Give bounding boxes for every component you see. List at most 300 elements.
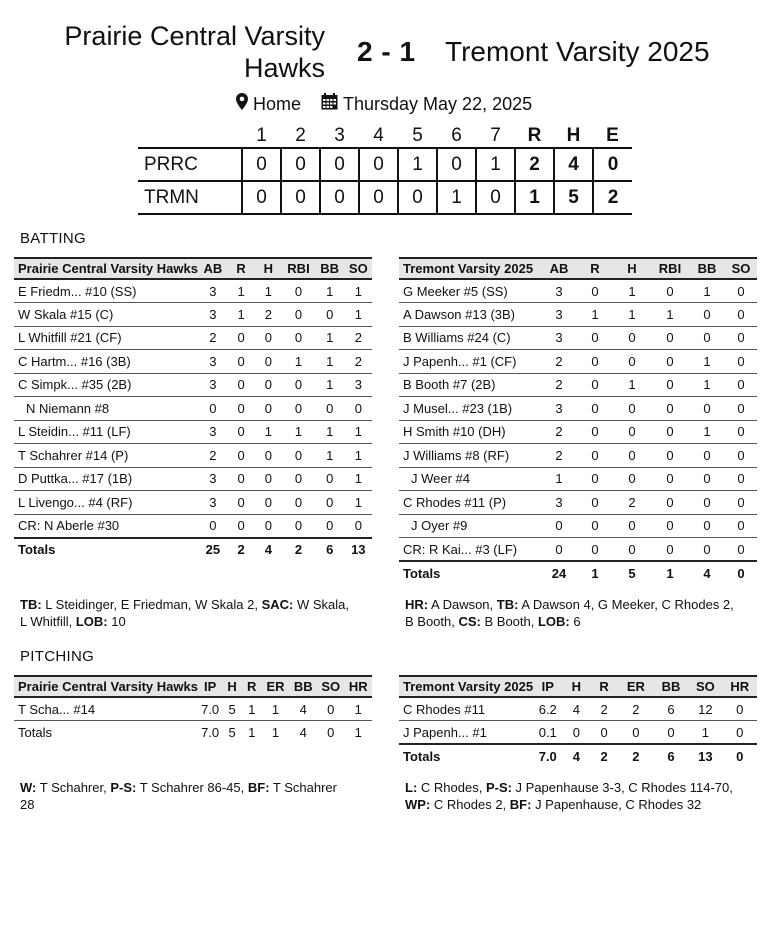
inning-score: 1 bbox=[476, 148, 515, 181]
table-team-header: Prairie Central Varsity Hawks bbox=[14, 258, 198, 279]
stat-cell: 0 bbox=[613, 444, 651, 468]
table-row bbox=[399, 444, 757, 468]
pitching-notes-home bbox=[20, 779, 380, 813]
player-name: C Rhodes #11 bbox=[399, 697, 533, 721]
stat-cell: 0 bbox=[228, 373, 255, 397]
stat-cell: 0 bbox=[577, 467, 613, 491]
stat-cell: 0 bbox=[577, 538, 613, 562]
totals-cell: 1 bbox=[354, 725, 362, 740]
totals-cell: 6 bbox=[654, 744, 688, 768]
stat-cell: 0 bbox=[577, 514, 613, 538]
stat-cell: 3 bbox=[541, 491, 577, 515]
column-header: BB bbox=[689, 258, 725, 279]
game-date: Thursday May 22, 2025 bbox=[343, 93, 533, 114]
note-text: T Schahrer 86-45, bbox=[136, 780, 248, 795]
stat-cell: 0 bbox=[541, 538, 577, 562]
totals-cell: 13 bbox=[688, 744, 722, 768]
note-label: CS: bbox=[458, 614, 481, 629]
line-score-row bbox=[138, 148, 632, 181]
column-header: RBI bbox=[282, 258, 314, 279]
note-text: 28 bbox=[20, 797, 35, 812]
column-header: BB bbox=[290, 676, 317, 697]
stat-cell: 1 bbox=[345, 444, 372, 468]
totals-label: Totals bbox=[18, 725, 52, 740]
stat-cell: 2 bbox=[198, 444, 228, 468]
player-name: CR: N Aberle #30 bbox=[14, 514, 198, 538]
player-name: J Musel... #23 (1B) bbox=[399, 397, 541, 421]
stat-cell: 0 bbox=[577, 397, 613, 421]
stat-cell: 1 bbox=[577, 303, 613, 327]
table-row bbox=[399, 397, 757, 421]
totals-cell: 7.0 bbox=[201, 725, 220, 740]
column-header: RBI bbox=[651, 258, 689, 279]
inning-header: 2 bbox=[295, 124, 306, 146]
note-label: P-S: bbox=[485, 780, 512, 795]
column-header: AB bbox=[198, 258, 228, 279]
note-text: B Booth, bbox=[480, 614, 538, 629]
stat-cell: 0 bbox=[613, 420, 651, 444]
stat-cell: 1 bbox=[689, 373, 725, 397]
stat-cell: 0 bbox=[254, 326, 282, 350]
stat-cell: 1 bbox=[689, 279, 725, 303]
stat-cell: 1 bbox=[613, 373, 651, 397]
column-header: R bbox=[242, 676, 262, 697]
table-row bbox=[14, 303, 372, 327]
stat-cell: 7.0 bbox=[198, 697, 222, 721]
stat-cell: 6.2 bbox=[533, 697, 562, 721]
stat-cell: 3 bbox=[345, 373, 372, 397]
player-name: J Weer #4 bbox=[399, 467, 541, 491]
stat-cell: 0 bbox=[254, 373, 282, 397]
runs-total: 1 bbox=[515, 181, 554, 214]
stat-cell: 0 bbox=[689, 444, 725, 468]
stat-cell: 0 bbox=[577, 444, 613, 468]
note-label: L: bbox=[405, 780, 418, 795]
stat-cell: 0 bbox=[689, 538, 725, 562]
stat-cell: 0 bbox=[725, 303, 757, 327]
note-text: A Dawson, bbox=[428, 597, 497, 612]
note-text: B Booth, bbox=[405, 614, 459, 629]
table-row bbox=[399, 697, 757, 721]
stat-cell: 0 bbox=[228, 420, 255, 444]
stat-cell: 0 bbox=[577, 420, 613, 444]
stat-cell: 0 bbox=[228, 491, 255, 515]
stat-cell: 0 bbox=[725, 514, 757, 538]
stat-cell: 0 bbox=[725, 420, 757, 444]
stat-cell: 0 bbox=[254, 514, 282, 538]
note-text: T Schahrer, bbox=[36, 780, 111, 795]
batting-notes-away bbox=[405, 596, 765, 630]
errors-total: 0 bbox=[593, 148, 632, 181]
column-header: SO bbox=[317, 676, 344, 697]
stat-cell: 1 bbox=[345, 467, 372, 491]
column-header: BB bbox=[654, 676, 688, 697]
totals-cell: 1 bbox=[271, 725, 280, 740]
totals-cell: 2 bbox=[282, 538, 314, 562]
inning-score: 0 bbox=[359, 148, 398, 181]
column-header: ER bbox=[262, 676, 290, 697]
stat-cell: 2 bbox=[254, 303, 282, 327]
player-name: T Scha... #14 bbox=[14, 697, 198, 721]
stat-cell: 0 bbox=[590, 721, 618, 745]
totals-cell: 2 bbox=[590, 744, 618, 768]
stat-cell: 1 bbox=[345, 279, 372, 303]
note-text: L Steidinger, E Friedman, W Skala 2, bbox=[41, 597, 262, 612]
player-name: B Booth #7 (2B) bbox=[399, 373, 541, 397]
note-text: W Skala, bbox=[293, 597, 349, 612]
home-team-name-line2: Hawks bbox=[243, 53, 325, 83]
note-label: SAC: bbox=[261, 597, 294, 612]
inning-score: 0 bbox=[320, 148, 359, 181]
stat-cell: 0 bbox=[689, 326, 725, 350]
column-header: H bbox=[254, 258, 282, 279]
note-text: 10 bbox=[107, 614, 126, 629]
column-header: HR bbox=[723, 676, 757, 697]
stat-cell: 3 bbox=[198, 350, 228, 374]
player-name: N Niemann #8 bbox=[14, 397, 198, 421]
column-header: SO bbox=[688, 676, 722, 697]
stat-cell: 2 bbox=[345, 326, 372, 350]
totals-label: Totals bbox=[14, 538, 198, 562]
stat-cell: 0 bbox=[651, 491, 689, 515]
inning-score: 0 bbox=[437, 148, 476, 181]
stat-cell: 1 bbox=[228, 303, 255, 327]
note-label: BF: bbox=[509, 797, 532, 812]
stat-cell: 0 bbox=[282, 279, 314, 303]
stat-cell: 0 bbox=[315, 514, 345, 538]
table-row bbox=[14, 491, 372, 515]
errors-header: E bbox=[606, 124, 619, 146]
stat-cell: 0 bbox=[282, 397, 314, 421]
runs-header: R bbox=[527, 124, 542, 146]
runs-total: 2 bbox=[515, 148, 554, 181]
note-label: BF: bbox=[247, 780, 270, 795]
inning-header: 4 bbox=[373, 124, 384, 146]
table-row bbox=[399, 420, 757, 444]
stat-cell: 0 bbox=[689, 303, 725, 327]
totals-cell: 2 bbox=[228, 538, 255, 562]
player-name: C Rhodes #11 (P) bbox=[399, 491, 541, 515]
stat-cell: 0 bbox=[315, 303, 345, 327]
stat-cell: 0 bbox=[254, 350, 282, 374]
player-name: C Hartm... #16 (3B) bbox=[14, 350, 198, 374]
stat-cell: 0 bbox=[613, 514, 651, 538]
table-row bbox=[14, 697, 372, 721]
player-name: L Steidin... #11 (LF) bbox=[14, 420, 198, 444]
stat-cell: 1 bbox=[345, 491, 372, 515]
totals-cell: 4 bbox=[254, 538, 282, 562]
table-row bbox=[399, 467, 757, 491]
player-name: J Williams #8 (RF) bbox=[399, 444, 541, 468]
table-row bbox=[14, 514, 372, 538]
stat-cell: 0 bbox=[282, 444, 314, 468]
stat-cell: 3 bbox=[541, 397, 577, 421]
stat-cell: 0 bbox=[651, 538, 689, 562]
player-name: W Skala #15 (C) bbox=[14, 303, 198, 327]
stat-cell: 1 bbox=[282, 420, 314, 444]
hits-total: 4 bbox=[554, 148, 593, 181]
final-score: 2 - 1 bbox=[357, 36, 416, 67]
note-label: HR: bbox=[405, 597, 429, 612]
batting-table-home bbox=[14, 257, 372, 561]
stat-cell: 0 bbox=[651, 326, 689, 350]
totals-cell: 1 bbox=[248, 725, 256, 740]
stat-cell: 2 bbox=[613, 491, 651, 515]
stat-cell: 0 bbox=[613, 326, 651, 350]
stat-cell: 1 bbox=[344, 697, 372, 721]
stat-cell: 2 bbox=[618, 697, 654, 721]
stat-cell: 2 bbox=[198, 326, 228, 350]
table-row bbox=[14, 326, 372, 350]
stat-cell: 0 bbox=[618, 721, 654, 745]
stat-cell: 0 bbox=[651, 279, 689, 303]
stat-cell: 0 bbox=[654, 721, 688, 745]
inning-score: 1 bbox=[437, 181, 476, 214]
stat-cell: 0 bbox=[228, 467, 255, 491]
stat-cell: 6 bbox=[654, 697, 688, 721]
column-header: R bbox=[228, 258, 255, 279]
stat-cell: 0 bbox=[689, 467, 725, 491]
stat-cell: 0 bbox=[228, 326, 255, 350]
column-header: H bbox=[562, 676, 590, 697]
stat-cell: 0 bbox=[725, 397, 757, 421]
table-row bbox=[399, 350, 757, 374]
totals-row bbox=[14, 721, 372, 745]
inning-header: 7 bbox=[490, 124, 501, 146]
stat-cell: 12 bbox=[688, 697, 722, 721]
stat-cell: 0 bbox=[725, 373, 757, 397]
inning-score: 0 bbox=[476, 181, 515, 214]
stat-cell: 0 bbox=[577, 373, 613, 397]
stat-cell: 0 bbox=[577, 350, 613, 374]
column-header: IP bbox=[533, 676, 562, 697]
stat-cell: 1 bbox=[613, 279, 651, 303]
stat-cell: 1 bbox=[315, 373, 345, 397]
stat-cell: 0.1 bbox=[533, 721, 562, 745]
note-label: LOB: bbox=[75, 614, 108, 629]
column-header: H bbox=[613, 258, 651, 279]
stat-cell: 1 bbox=[345, 420, 372, 444]
home-team-name bbox=[25, 20, 325, 84]
stat-cell: 1 bbox=[254, 420, 282, 444]
note-text: A Dawson 4, G Meeker, C Rhodes 2, bbox=[518, 597, 734, 612]
line-score-table bbox=[138, 124, 632, 215]
table-row bbox=[14, 279, 372, 303]
column-header: R bbox=[590, 676, 618, 697]
stat-cell: 0 bbox=[651, 420, 689, 444]
totals-cell: 25 bbox=[198, 538, 228, 562]
stat-cell: 1 bbox=[315, 444, 345, 468]
note-text: T Schahrer bbox=[269, 780, 337, 795]
totals-cell: 4 bbox=[562, 744, 590, 768]
stat-cell: 3 bbox=[198, 373, 228, 397]
stat-cell: 0 bbox=[345, 397, 372, 421]
note-text: J Papenhause, C Rhodes 32 bbox=[531, 797, 702, 812]
player-name: T Schahrer #14 (P) bbox=[14, 444, 198, 468]
totals-cell: 4 bbox=[299, 725, 307, 740]
note-label: W: bbox=[20, 780, 37, 795]
inning-score: 1 bbox=[398, 148, 437, 181]
totals-cell: 13 bbox=[345, 538, 372, 562]
stat-cell: 0 bbox=[651, 350, 689, 374]
stat-cell: 1 bbox=[262, 697, 290, 721]
stat-cell: 0 bbox=[613, 538, 651, 562]
stat-cell: 0 bbox=[723, 697, 757, 721]
stat-cell: 1 bbox=[315, 279, 345, 303]
totals-cell: 2 bbox=[618, 744, 654, 768]
stat-cell: 0 bbox=[725, 491, 757, 515]
stat-cell: 1 bbox=[242, 697, 262, 721]
stat-cell: 0 bbox=[282, 491, 314, 515]
column-header: SO bbox=[725, 258, 757, 279]
stat-cell: 0 bbox=[282, 373, 314, 397]
table-row bbox=[399, 373, 757, 397]
batting-table-away bbox=[399, 257, 757, 585]
stat-cell: 2 bbox=[541, 444, 577, 468]
stat-cell: 0 bbox=[345, 514, 372, 538]
column-header: HR bbox=[344, 676, 372, 697]
totals-cell: 5 bbox=[613, 561, 651, 585]
inning-header: 6 bbox=[451, 124, 462, 146]
stat-cell: 5 bbox=[222, 697, 242, 721]
stat-cell: 1 bbox=[651, 303, 689, 327]
stat-cell: 0 bbox=[315, 467, 345, 491]
inning-score: 0 bbox=[320, 181, 359, 214]
totals-label: Totals bbox=[399, 561, 541, 585]
player-name: J Papenh... #1 (CF) bbox=[399, 350, 541, 374]
pitching-notes-away bbox=[405, 779, 765, 813]
totals-cell: 1 bbox=[577, 561, 613, 585]
table-row bbox=[399, 721, 757, 745]
stat-cell: 0 bbox=[228, 350, 255, 374]
stat-cell: 0 bbox=[254, 467, 282, 491]
stat-cell: 3 bbox=[198, 303, 228, 327]
table-row bbox=[399, 326, 757, 350]
totals-label: Totals bbox=[399, 744, 533, 768]
column-header: H bbox=[222, 676, 242, 697]
stat-cell: 0 bbox=[725, 538, 757, 562]
player-name: C Simpk... #35 (2B) bbox=[14, 373, 198, 397]
player-name: J Oyer #9 bbox=[399, 514, 541, 538]
totals-row bbox=[14, 538, 372, 562]
stat-cell: 2 bbox=[541, 373, 577, 397]
inning-score: 0 bbox=[281, 148, 320, 181]
player-name: B Williams #24 (C) bbox=[399, 326, 541, 350]
stat-cell: 0 bbox=[282, 326, 314, 350]
stat-cell: 1 bbox=[541, 467, 577, 491]
table-row bbox=[14, 467, 372, 491]
stat-cell: 4 bbox=[562, 697, 590, 721]
note-label: TB: bbox=[496, 597, 519, 612]
hits-header: H bbox=[566, 124, 581, 146]
errors-total: 2 bbox=[593, 181, 632, 214]
note-text: C Rhodes 2, bbox=[430, 797, 510, 812]
note-text: C Rhodes, bbox=[417, 780, 486, 795]
totals-cell: 0 bbox=[723, 744, 757, 768]
stat-cell: 0 bbox=[254, 444, 282, 468]
stat-cell: 1 bbox=[315, 350, 345, 374]
totals-cell: 4 bbox=[689, 561, 725, 585]
stat-cell: 0 bbox=[577, 279, 613, 303]
stat-cell: 3 bbox=[541, 326, 577, 350]
table-row bbox=[14, 373, 372, 397]
stat-cell: 0 bbox=[228, 397, 255, 421]
map-marker-icon bbox=[236, 93, 248, 115]
stat-cell: 0 bbox=[541, 514, 577, 538]
totals-cell: 0 bbox=[725, 561, 757, 585]
inning-header: 5 bbox=[412, 124, 423, 146]
inning-score: 0 bbox=[242, 148, 281, 181]
stat-cell: 1 bbox=[315, 420, 345, 444]
table-row bbox=[14, 397, 372, 421]
stat-cell: 0 bbox=[613, 467, 651, 491]
stat-cell: 0 bbox=[228, 514, 255, 538]
stat-cell: 0 bbox=[254, 397, 282, 421]
inning-score: 0 bbox=[398, 181, 437, 214]
stat-cell: 2 bbox=[590, 697, 618, 721]
player-name: H Smith #10 (DH) bbox=[399, 420, 541, 444]
stat-cell: 1 bbox=[228, 279, 255, 303]
stat-cell: 0 bbox=[577, 326, 613, 350]
table-team-header: Tremont Varsity 2025 bbox=[399, 676, 533, 697]
stat-cell: 3 bbox=[198, 491, 228, 515]
stat-cell: 3 bbox=[198, 420, 228, 444]
stat-cell: 0 bbox=[725, 444, 757, 468]
stat-cell: 0 bbox=[651, 514, 689, 538]
player-name: L Livengo... #4 (RF) bbox=[14, 491, 198, 515]
player-name: J Papenh... #1 bbox=[399, 721, 533, 745]
column-header: BB bbox=[315, 258, 345, 279]
table-row bbox=[14, 420, 372, 444]
stat-cell: 0 bbox=[723, 721, 757, 745]
inning-score: 0 bbox=[242, 181, 281, 214]
stat-cell: 1 bbox=[689, 350, 725, 374]
stat-cell: 0 bbox=[651, 467, 689, 491]
stat-cell: 0 bbox=[651, 444, 689, 468]
game-meta bbox=[236, 93, 532, 115]
stat-cell: 3 bbox=[541, 279, 577, 303]
inning-score: 0 bbox=[281, 181, 320, 214]
stat-cell: 1 bbox=[613, 303, 651, 327]
stat-cell: 0 bbox=[725, 350, 757, 374]
totals-row bbox=[399, 561, 757, 585]
stat-cell: 2 bbox=[541, 350, 577, 374]
stat-cell: 0 bbox=[228, 444, 255, 468]
stat-cell: 4 bbox=[290, 697, 317, 721]
stat-cell: 1 bbox=[254, 279, 282, 303]
stat-cell: 0 bbox=[315, 397, 345, 421]
stat-cell: 0 bbox=[577, 491, 613, 515]
stat-cell: 0 bbox=[725, 279, 757, 303]
line-score-row bbox=[138, 181, 632, 214]
table-team-header: Prairie Central Varsity Hawks bbox=[14, 676, 198, 697]
line-score-team: PRRC bbox=[138, 148, 242, 181]
column-header: R bbox=[577, 258, 613, 279]
totals-row bbox=[399, 744, 757, 768]
hits-total: 5 bbox=[554, 181, 593, 214]
table-team-header: Tremont Varsity 2025 bbox=[399, 258, 541, 279]
stat-cell: 0 bbox=[689, 491, 725, 515]
batting-section-title: BATTING bbox=[20, 230, 86, 247]
table-row bbox=[399, 491, 757, 515]
note-text: 6 bbox=[569, 614, 581, 629]
pitching-table-home bbox=[14, 675, 372, 744]
stat-cell: 0 bbox=[651, 397, 689, 421]
stat-cell: 0 bbox=[562, 721, 590, 745]
note-text: J Papenhause 3-3, C Rhodes 114-70, bbox=[511, 780, 733, 795]
note-label: WP: bbox=[405, 797, 431, 812]
batting-notes-home bbox=[20, 596, 380, 630]
